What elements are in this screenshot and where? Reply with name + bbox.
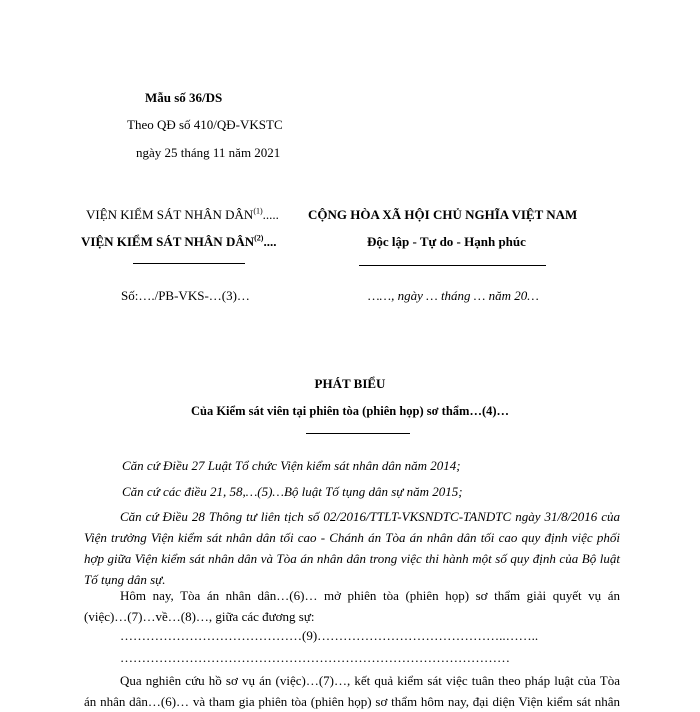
document-subtitle: Của Kiểm sát viên tại phiên tòa (phiên họp) sơ thẩm…(4)…: [190, 404, 510, 418]
legal-basis-3-line: Tố tụng dân sự.: [84, 572, 166, 587]
form-date: ngày 25 tháng 11 năm 2021: [136, 145, 281, 160]
hearing-paragraph: [84, 585, 620, 627]
parties-dotted-line: ……………………………………(9)……………………………………..……..: [120, 628, 539, 643]
procuracy-issuing-label: VIỆN KIỂM SÁT NHÂN DÂN: [81, 234, 255, 249]
title-underline: [306, 433, 410, 434]
legal-basis-2: Căn cứ các điều 21, 58,…(5)…Bộ luật Tố tụng dân sự năm 2015;: [122, 484, 463, 499]
legal-basis-3-line: hợp giữa Viện kiểm sát nhân dân và Tòa án nhân dân trong việc thi hành một số quy định của Bộ luật: [84, 551, 620, 566]
hearing-paragraph-line: Hôm nay, Tòa án nhân dân…(6)… mở phiên tòa (phiên họp) sơ thẩm giải quyết vụ án: [120, 588, 620, 603]
footnote-marker-1: (1): [253, 206, 263, 216]
document-number: Số:…./PB-VKS-…(3)…: [121, 288, 250, 303]
national-title: CỘNG HÒA XÃ HỘI CHỦ NGHĨA VIỆT NAM: [308, 207, 578, 222]
review-paragraph: [84, 670, 620, 712]
procuracy-upper-dots: .....: [262, 207, 279, 222]
legal-basis-3: [84, 506, 620, 590]
hearing-paragraph-line: (việc)…(7)…về…(8)…, giữa các đương sự:: [84, 609, 315, 624]
right-header-underline: [359, 265, 546, 266]
national-motto: Độc lập - Tự do - Hạnh phúc: [367, 234, 526, 249]
footnote-marker-2: (2): [254, 233, 264, 243]
legal-basis-1: Căn cứ Điều 27 Luật Tổ chức Viện kiểm sát nhân dân năm 2014;: [122, 458, 461, 473]
review-paragraph-line: án nhân dân…(6)… và tham gia phiên tòa (phiên họp) sơ thẩm hôm nay, đại diện Viện kiểm sát nhân: [84, 694, 620, 709]
form-decision: Theo QĐ số 410/QĐ-VKSTC: [127, 117, 283, 132]
procuracy-name-upper: [86, 207, 279, 223]
procuracy-issuing-dots: ....: [263, 234, 277, 249]
legal-basis-3-line: Căn cứ Điều 28 Thông tư liên tịch số 02/2016/TTLT-VKSNDTC-TANDTC ngày 31/8/2016 của: [120, 509, 620, 524]
procuracy-upper-label: VIỆN KIỂM SÁT NHÂN DÂN: [86, 207, 254, 222]
parties-dotted-line: ………………………………………………………………………………: [120, 650, 510, 665]
review-paragraph-line: Qua nghiên cứu hồ sơ vụ án (việc)…(7)…, kết quả kiểm sát việc tuân theo pháp luật của Tòa: [120, 673, 620, 688]
procuracy-name-issuing: [81, 234, 276, 250]
form-code: Mẫu số 36/DS: [145, 90, 223, 105]
document-title: PHÁT BIỂU: [314, 376, 386, 391]
left-header-underline: [133, 263, 245, 264]
place-and-date: ……, ngày … tháng … năm 20…: [368, 288, 539, 303]
legal-basis-3-line: Viện trưởng Viện kiểm sát nhân dân tối cao - Chánh án Tòa án nhân dân tối cao quy định việc phối: [84, 530, 620, 545]
